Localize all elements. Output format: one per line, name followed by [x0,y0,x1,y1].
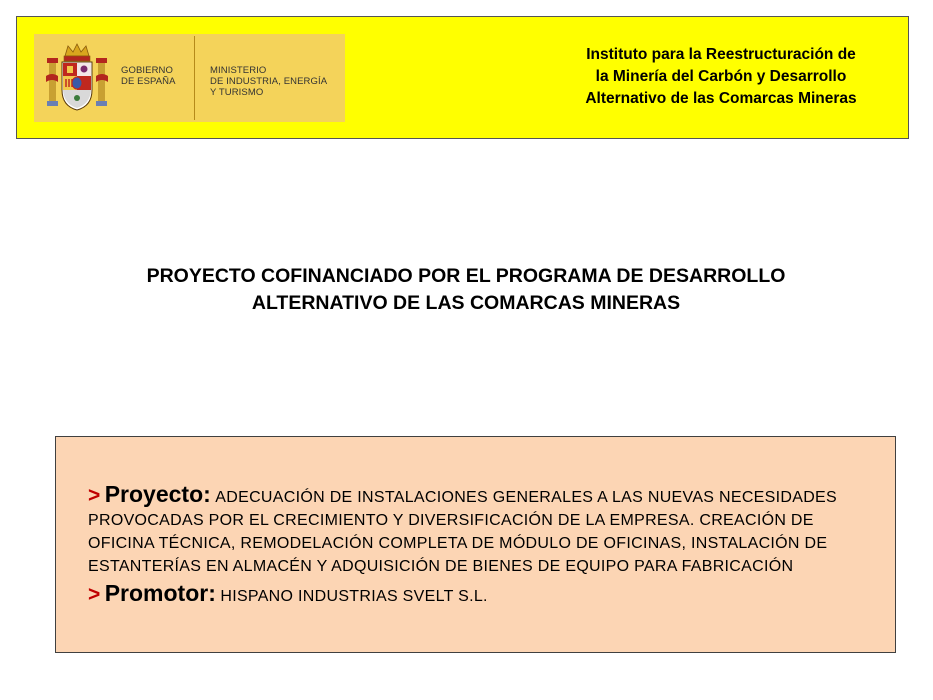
coat-of-arms-icon [46,42,108,114]
project-marker: > [88,484,101,507]
page-title: PROYECTO COFINANCIADO POR EL PROGRAMA DE DESARROLLO ALTERNATIVO DE LAS COMARCAS MINERAS [146,265,786,314]
government-name: GOBIERNO DE ESPAÑA [121,65,176,87]
logo-divider [194,36,195,120]
promoter-name: HISPANO INDUSTRIAS SVELT S.L. [220,588,488,605]
project-info-content [88,481,868,608]
ministry-name: MINISTERIO DE INDUSTRIA, ENERGÍA Y TURISMO [210,65,328,98]
project-info-box [55,436,896,653]
promoter-line [88,580,868,608]
project-label: Proyecto: [104,481,211,507]
government-logo [34,34,345,122]
header-banner [16,16,909,139]
promoter-marker: > [88,583,101,606]
promoter-label: Promotor: [104,580,216,606]
project-description: ADECUACIÓN DE INSTALACIONES GENERALES A LAS NUEVAS NECESIDADES PROVOCADAS POR EL CRECIMIENTO Y DIVERSIFICACIÓN DE LA EMPRESA. CREACIÓN DE OFICINA TÉCNICA, REMODELACIÓN COMPLETA DE MÓDULO DE OFICINAS, INSTALACIÓN DE ESTANTERÍAS EN ALMACÉN Y ADQUISICIÓN DE BIENES DE EQUIPO PARA FABRICACIÓN [88,489,837,575]
institute-name: Instituto para la Reestructuración de la Minería del Carbón y Desarrollo Alternativo de las Comarcas Mineras [585,46,857,107]
project-line [88,481,868,578]
